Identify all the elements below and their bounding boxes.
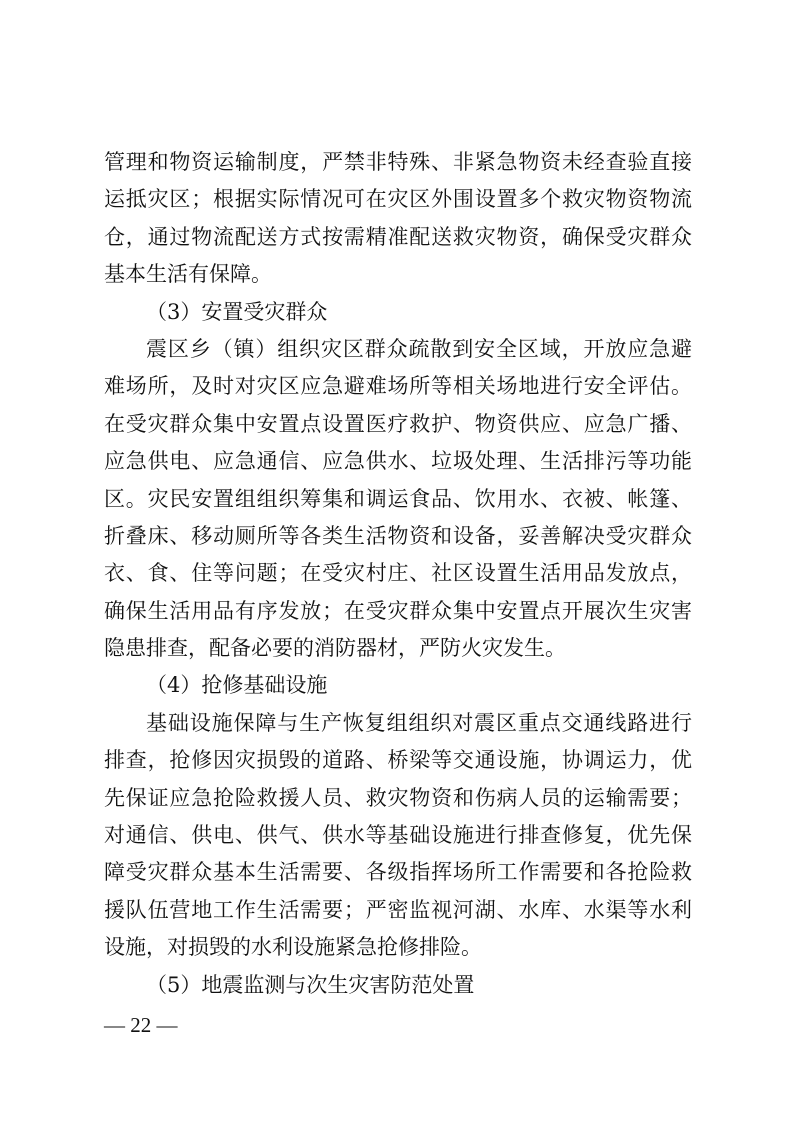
text-line: 基本生活有保障。 [104, 262, 272, 287]
text-line: 管理和物资运输制度，严禁非特殊、非紧急物资未经查验直接 [104, 150, 692, 174]
text-line: 区。灾民安置组组织筹集和调运食品、饮用水、衣被、帐篷、 [104, 486, 692, 511]
section-heading-3: （3）安置受灾群众 [146, 299, 328, 324]
text-line: 确保生活用品有序发放；在受灾群众集中安置点开展次生灾害 [104, 598, 692, 623]
body-text [104, 144, 704, 1004]
section-heading-5: （5）地震监测与次生灾害防范处置 [146, 972, 475, 997]
text-line: 仓，通过物流配送方式按需精准配送救灾物资，确保受灾群众 [104, 224, 692, 249]
text-line: 衣、食、住等问题；在受灾村庄、社区设置生活用品发放点， [104, 561, 692, 586]
text-line: 应急供电、应急通信、应急供水、垃圾处理、生活排污等功能 [104, 449, 692, 474]
section-heading-4: （4）抢修基础设施 [146, 673, 328, 698]
text-line: 运抵灾区；根据实际情况可在灾区外围设置多个救灾物资物流 [104, 187, 692, 212]
text-line: 在受灾群众集中安置点设置医疗救护、物资供应、应急广播、 [104, 411, 692, 436]
text-line: 折叠床、移动厕所等各类生活物资和设备，妥善解决受灾群众 [104, 523, 692, 548]
text-line: 障受灾群众基本生活需要、各级指挥场所工作需要和各抢险救 [104, 860, 692, 885]
text-line: 排查，抢修因灾损毁的道路、桥梁等交通设施，协调运力，优 [104, 748, 692, 773]
text-line: 基础设施保障与生产恢复组组织对震区重点交通线路进行 [146, 710, 692, 735]
text-line: 震区乡（镇）组织灾区群众疏散到安全区域，开放应急避 [146, 336, 692, 361]
text-line: 先保证应急抢险救援人员、救灾物资和伤病人员的运输需要； [104, 785, 692, 810]
page-number: — 22 — [104, 1013, 178, 1037]
text-line: 对通信、供电、供气、供水等基础设施进行排查修复，优先保 [104, 823, 692, 848]
text-line: 援队伍营地工作生活需要；严密监视河湖、水库、水渠等水利 [104, 897, 692, 922]
text-line: 难场所，及时对灾区应急避难场所等相关场地进行安全评估。 [104, 374, 692, 399]
text-line: 隐患排查，配备必要的消防器材，严防火灾发生。 [104, 636, 566, 661]
text-line: 设施，对损毁的水利设施紧急抢修排险。 [104, 935, 482, 960]
